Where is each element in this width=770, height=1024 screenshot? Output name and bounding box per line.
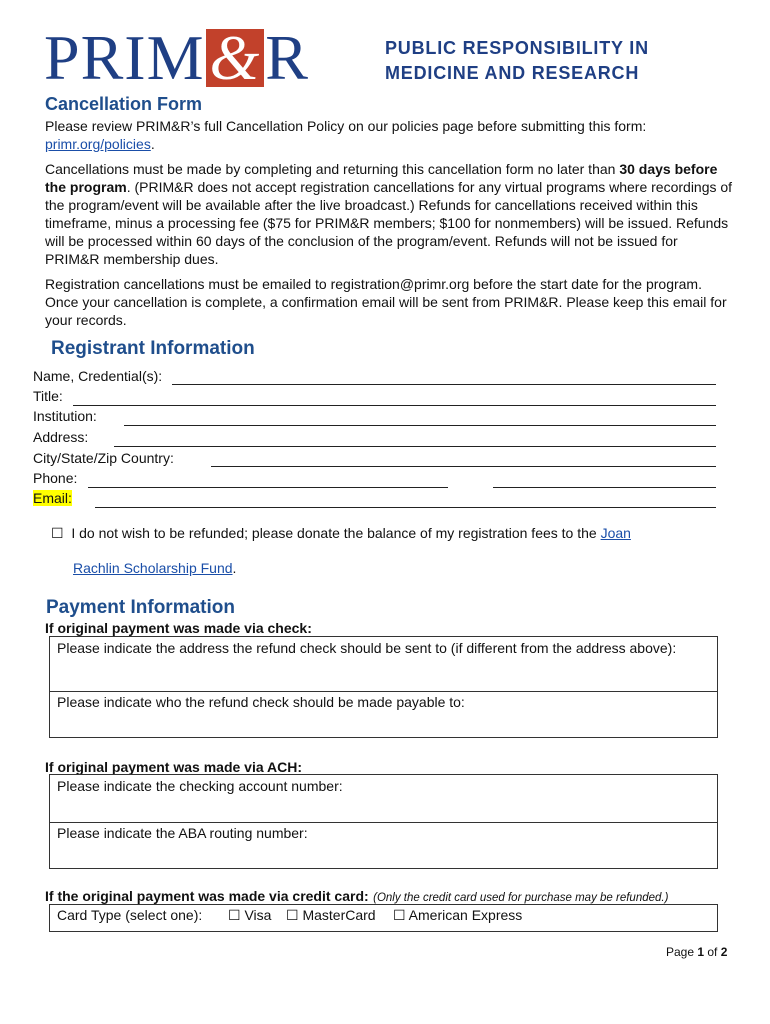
check-box <box>49 636 718 738</box>
name-field[interactable] <box>172 384 716 385</box>
ach-box <box>49 774 718 869</box>
intro-p2-bold: 30 days before the program <box>45 161 718 195</box>
phone-field[interactable] <box>88 487 448 488</box>
scholarship-link-part-1[interactable]: Joan <box>600 525 631 541</box>
check-payable-label: Please indicate who the refund check should be made payable to: <box>57 694 465 710</box>
intro-p2-start: Cancellations must be made by completing and returning this cancellation form no later than <box>45 161 620 177</box>
visa-option[interactable]: ☐ Visa <box>228 907 272 923</box>
intro-paragraph-2 <box>45 160 735 268</box>
city-label: City/State/Zip Country: <box>33 450 174 466</box>
donate-text: I do not wish to be refunded; please donate the balance of my registration fees to the <box>71 525 601 541</box>
address-field[interactable] <box>114 446 716 447</box>
donate-checkbox[interactable]: ☐ <box>51 525 64 541</box>
check-address-input[interactable] <box>50 637 717 691</box>
intro-p2-rest: . (PRIM&R does not accept registration cancellations for any virtual programs where recordings of the program/event will be available after the live broadcast.) Refunds for cancellations received within this timeframe, minus a processing fee ($75 for PRIM&R members; $100 for nonmembers) will be issued. Refunds will be processed within 60 days of the conclusion of the program/event. Refunds will not be issued for PRIM&R membership dues. <box>45 179 733 267</box>
ach-routing-input[interactable] <box>50 823 717 868</box>
mastercard-option[interactable]: ☐ MasterCard <box>286 907 376 923</box>
check-payable-input[interactable] <box>50 692 717 737</box>
card-type-box <box>49 904 718 932</box>
logo-tagline <box>385 36 649 86</box>
form-title: Cancellation Form <box>45 94 203 114</box>
intro-paragraph-3: Registration cancellations must be emailed to registration@primr.org before the start date for the program. Once your cancellation is complete, a confirmation email will be sent from PRIM&R. Please keep this email for your records. <box>45 276 727 328</box>
email-label-text: Email: <box>33 490 72 506</box>
check-address-label: Please indicate the address the refund check should be sent to (if different from the address above): <box>57 640 677 656</box>
primr-logo <box>44 22 309 93</box>
ach-account-input[interactable] <box>50 775 717 822</box>
page-of: of <box>704 945 721 959</box>
institution-field[interactable] <box>124 425 716 426</box>
ach-label: If original payment was made via ACH: <box>45 759 302 775</box>
donate-option <box>51 524 741 542</box>
logo-text-prim: PRIM <box>44 22 205 93</box>
ach-account-label: Please indicate the checking account number: <box>57 778 343 794</box>
donate-option-line-2 <box>73 559 236 577</box>
name-label: Name, Credential(s): <box>33 368 163 384</box>
ach-routing-label: Please indicate the ABA routing number: <box>57 825 308 841</box>
address-label: Address: <box>33 429 89 445</box>
donate-end: . <box>232 560 237 576</box>
email-label <box>33 489 72 507</box>
phone-field-2[interactable] <box>493 487 716 488</box>
city-field[interactable] <box>211 466 716 467</box>
page-prefix: Page <box>666 945 698 959</box>
title-field[interactable] <box>73 405 716 406</box>
logo-text-r: R <box>265 22 309 93</box>
payment-heading: Payment Information <box>46 597 235 618</box>
logo-ampersand: & <box>206 29 265 87</box>
american-express-option[interactable]: ☐ American Express <box>393 907 523 923</box>
phone-label: Phone: <box>33 470 78 486</box>
title-label: Title: <box>33 388 63 404</box>
institution-label: Institution: <box>33 408 97 424</box>
intro-paragraph-1 <box>45 117 735 153</box>
credit-card-label: If the original payment was made via credit card: <box>45 888 369 904</box>
logo-tagline-line-2: MEDICINE AND RESEARCH <box>385 63 640 83</box>
logo-tagline-line-1: PUBLIC RESPONSIBILITY IN <box>385 38 649 58</box>
intro-p1-end: . <box>150 136 155 152</box>
policies-link[interactable]: primr.org/policies <box>45 136 151 152</box>
check-label: If original payment was made via check: <box>45 620 312 636</box>
page-total: 2 <box>720 945 728 959</box>
scholarship-link-part-2[interactable]: Rachlin Scholarship Fund <box>73 560 233 576</box>
intro-p1-text: Please review PRIM&R’s full Cancellation Policy on our policies page before submitting this form: <box>45 118 647 134</box>
email-field[interactable] <box>95 507 716 508</box>
card-type-label: Card Type (select one): <box>57 907 203 923</box>
credit-card-note: (Only the credit card used for purchase may be refunded.) <box>373 892 669 904</box>
page-number <box>666 945 727 959</box>
page-current: 1 <box>697 945 705 959</box>
registrant-heading: Registrant Information <box>51 338 255 359</box>
